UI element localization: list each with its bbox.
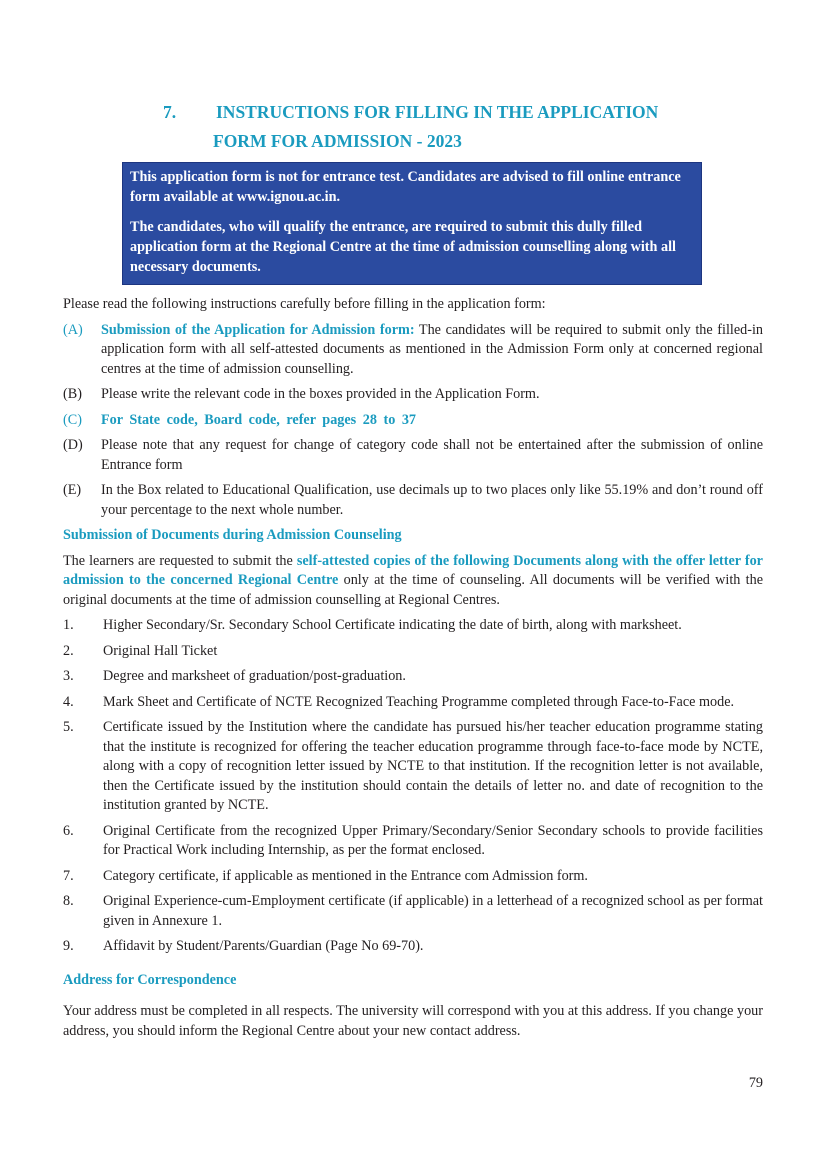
documents-paragraph [63, 552, 763, 611]
document-item [63, 867, 763, 887]
instruction-body: The candidates will be required to submit only the filled-in application form with all self-attested documents as mentioned in the Admission Form only at concerned regional centres at the time of admission counselling. [101, 321, 763, 377]
documents-para-bold: self-attested copies of the following Documents along with the offer letter for admission to the concerned Regional Centre [63, 552, 763, 588]
document-item [63, 616, 763, 636]
instruction-label: (A) [63, 321, 83, 338]
main-content [63, 295, 763, 1047]
document-item [63, 693, 763, 713]
document-text: Certificate issued by the Institution where the candidate has pursued his/her teacher education programme stating that the institute is recognized for offering the teacher education programme through face-to-face mode by NCTE, along with a copy of recognition letter issued by NCTE to that institution. If the recognition letter is not available, then the Certificate issued by the institution should contain the details of letter no. and date of recognition to the institution granted by NCTE. [103, 719, 763, 813]
address-heading: Address for Correspondence [63, 971, 237, 988]
instruction-body: Please write the relevant code in the boxes provided in the Application Form. [101, 386, 540, 402]
document-text: Higher Secondary/Sr. Secondary School Certificate indicating the date of birth, along with marksheet. [103, 617, 682, 633]
document-number: 3. [63, 668, 74, 684]
document-item [63, 667, 763, 687]
document-item [63, 642, 763, 662]
instruction-item [63, 436, 763, 475]
document-item [63, 892, 763, 931]
document-item [63, 937, 763, 957]
heading-title-2: FORM FOR ADMISSION - 2023 [213, 131, 462, 151]
notice-paragraph-2: The candidates, who will qualify the entrance, are required to submit this dully filled application form at the Regional Centre at the time of admission counselling along with all necessary documents. [130, 219, 676, 275]
section-number: 7. [163, 102, 177, 122]
document-item [63, 822, 763, 861]
document-number: 2. [63, 642, 74, 659]
documents-para-start: The learners are requested to submit the [63, 552, 297, 569]
instruction-item [63, 411, 763, 431]
section-heading [163, 98, 763, 156]
address-text: Your address must be completed in all respects. The university will correspond with you at this address. If you change your address, you should inform the Regional Centre about your new contact address. [63, 1003, 763, 1039]
document-item [63, 718, 763, 816]
document-text: Affidavit by Student/Parents/Guardian (Page No 69-70). [103, 938, 424, 954]
heading-title-1: INSTRUCTIONS FOR FILLING IN THE APPLICATION [216, 102, 659, 122]
instruction-text [101, 321, 763, 380]
document-number: 7. [63, 867, 74, 884]
document-number: 1. [63, 617, 74, 633]
instruction-label: (E) [63, 482, 82, 498]
document-number: 5. [63, 719, 74, 735]
page-number: 79 [748, 1075, 763, 1091]
heading-line-1 [163, 98, 763, 127]
document-number: 9. [63, 938, 74, 954]
instruction-bold: Submission of the Application for Admission form: [101, 321, 415, 338]
instruction-item [63, 481, 763, 520]
document-text: Original Hall Ticket [103, 642, 218, 659]
instruction-body: Please note that any request for change of category code shall not be entertained after the submission of online Entrance form [101, 437, 763, 473]
intro-text: Please read the following instructions carefully before filling in the application form: [63, 296, 546, 312]
document-text: Mark Sheet and Certificate of NCTE Recognized Teaching Programme completed through Face-to-Face mode. [103, 693, 735, 710]
instruction-label: (B) [63, 386, 82, 402]
documents-heading: Submission of Documents during Admission Counseling [63, 527, 402, 543]
notice-paragraph-1: This application form is not for entrance test. Candidates are advised to fill online entrance form available at www.ignou.ac.in. [130, 169, 681, 205]
instruction-body: In the Box related to Educational Qualification, use decimals up to two places only like 55.19% and don’t round off your percentage to the next whole number. [101, 482, 763, 518]
document-number: 6. [63, 822, 74, 839]
document-text: Category certificate, if applicable as mentioned in the Entrance com Admission form. [103, 867, 588, 884]
document-text: Original Experience-cum-Employment certificate (if applicable) in a letterhead of a recognized school as per format given in Annexure 1. [103, 893, 763, 929]
instruction-label: (D) [63, 437, 83, 453]
document-text: Original Certificate from the recognized Upper Primary/Secondary/Senior Secondary schools to provide facilities for Practical Work including Internship, as per the format enclosed. [103, 822, 763, 858]
document-number: 4. [63, 693, 74, 710]
notice-box [122, 162, 702, 285]
document-number: 8. [63, 893, 74, 909]
instruction-item [63, 385, 763, 405]
instruction-bold: For State code, Board code, refer pages 28 to 37 [101, 411, 417, 428]
instruction-item [63, 321, 763, 380]
document-text: Degree and marksheet of graduation/post-graduation. [103, 668, 406, 684]
instruction-label: (C) [63, 411, 82, 428]
documents-para-end: only at the time of counseling. All documents will be verified with the original documents at the time of admission counselling at Regional Centres. [63, 572, 763, 608]
